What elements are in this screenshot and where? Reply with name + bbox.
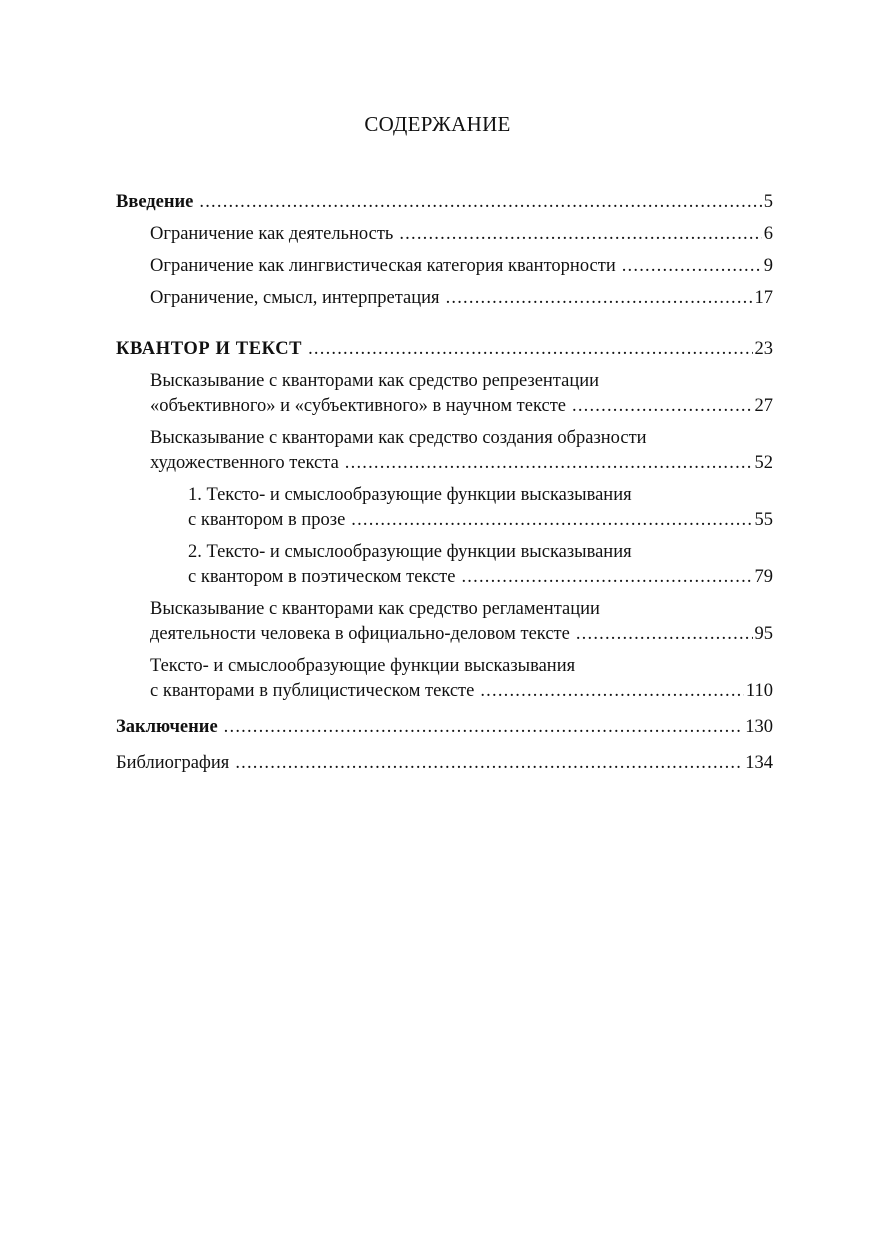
toc-entry-title-line: Высказывание с кванторами как средство создания образности bbox=[150, 428, 647, 448]
toc-entry[interactable] bbox=[116, 654, 773, 704]
toc-entry-title: деятельности человека в официально-деловом тексте bbox=[150, 624, 570, 644]
toc-entry-title: Ограничение как деятельность bbox=[150, 224, 394, 244]
dot-leader bbox=[399, 222, 761, 247]
dot-leader bbox=[308, 337, 752, 362]
dot-leader bbox=[622, 254, 762, 279]
toc-entry-title-line: Высказывание с кванторами как средство регламентации bbox=[150, 599, 600, 619]
toc-entry[interactable] bbox=[116, 426, 773, 476]
dot-leader bbox=[576, 622, 753, 647]
table-of-contents bbox=[116, 190, 773, 776]
toc-entry-title-line: 1. Тексто- и смыслообразующие функции высказывания bbox=[188, 485, 632, 505]
toc-entry-title: с квантором в прозе bbox=[188, 510, 346, 530]
toc-page-number: 79 bbox=[754, 567, 773, 587]
toc-entry-title: с квантором в поэтическом тексте bbox=[188, 567, 456, 587]
toc-entry-title: Ограничение как лингвистическая категория кванторности bbox=[150, 256, 616, 276]
toc-entry-title-line: Высказывание с кванторами как средство репрезентации bbox=[150, 371, 600, 391]
toc-page-number: 27 bbox=[754, 396, 773, 416]
toc-entry-title-line: 2. Тексто- и смыслообразующие функции высказывания bbox=[188, 542, 632, 562]
toc-page-number: 134 bbox=[745, 753, 773, 773]
toc-page-number: 23 bbox=[754, 339, 773, 359]
toc-entry-title: Библиография bbox=[116, 753, 230, 773]
toc-page-number: 9 bbox=[763, 256, 773, 276]
dot-leader bbox=[345, 451, 753, 476]
dot-leader bbox=[199, 190, 761, 215]
dot-leader bbox=[446, 286, 753, 311]
dot-leader bbox=[224, 715, 744, 740]
toc-entry[interactable] bbox=[116, 286, 773, 311]
dot-leader bbox=[351, 508, 752, 533]
toc-entry-introduction[interactable] bbox=[116, 190, 773, 215]
toc-entry-title: Введение bbox=[116, 192, 194, 212]
toc-page-number: 17 bbox=[754, 288, 773, 308]
toc-entry-sub[interactable] bbox=[116, 483, 773, 533]
toc-entry-title: Заключение bbox=[116, 717, 218, 737]
toc-entry-title: «объективного» и «субъективного» в научном тексте bbox=[150, 396, 566, 416]
toc-entry-title: с кванторами в публицистическом тексте bbox=[150, 681, 475, 701]
page-title: СОДЕРЖАНИЕ bbox=[364, 112, 511, 136]
toc-page-number: 5 bbox=[763, 192, 773, 212]
toc-entry-title-line: Тексто- и смыслообразующие функции высказывания bbox=[150, 656, 576, 676]
dot-leader bbox=[461, 565, 752, 590]
dot-leader bbox=[572, 394, 753, 419]
dot-leader bbox=[480, 679, 744, 704]
toc-page-number: 95 bbox=[754, 624, 773, 644]
toc-entry[interactable] bbox=[116, 222, 773, 247]
toc-page-number: 52 bbox=[754, 453, 773, 473]
dot-leader bbox=[235, 751, 743, 776]
toc-entry-sub[interactable] bbox=[116, 540, 773, 590]
toc-entry[interactable] bbox=[116, 369, 773, 419]
toc-entry-conclusion[interactable] bbox=[116, 715, 773, 740]
toc-entry-bibliography[interactable] bbox=[116, 751, 773, 776]
toc-entry-chapter[interactable] bbox=[116, 337, 773, 362]
toc-page-number: 130 bbox=[745, 717, 773, 737]
toc-page-number: 6 bbox=[763, 224, 773, 244]
toc-page-number: 110 bbox=[745, 681, 773, 701]
toc-entry-title: художественного текста bbox=[150, 453, 339, 473]
toc-entry[interactable] bbox=[116, 597, 773, 647]
toc-entry-title: Ограничение, смысл, интерпретация bbox=[150, 288, 440, 308]
toc-page-number: 55 bbox=[754, 510, 773, 530]
toc-entry-title: КВАНТОР И ТЕКСТ bbox=[116, 339, 303, 359]
toc-entry[interactable] bbox=[116, 254, 773, 279]
